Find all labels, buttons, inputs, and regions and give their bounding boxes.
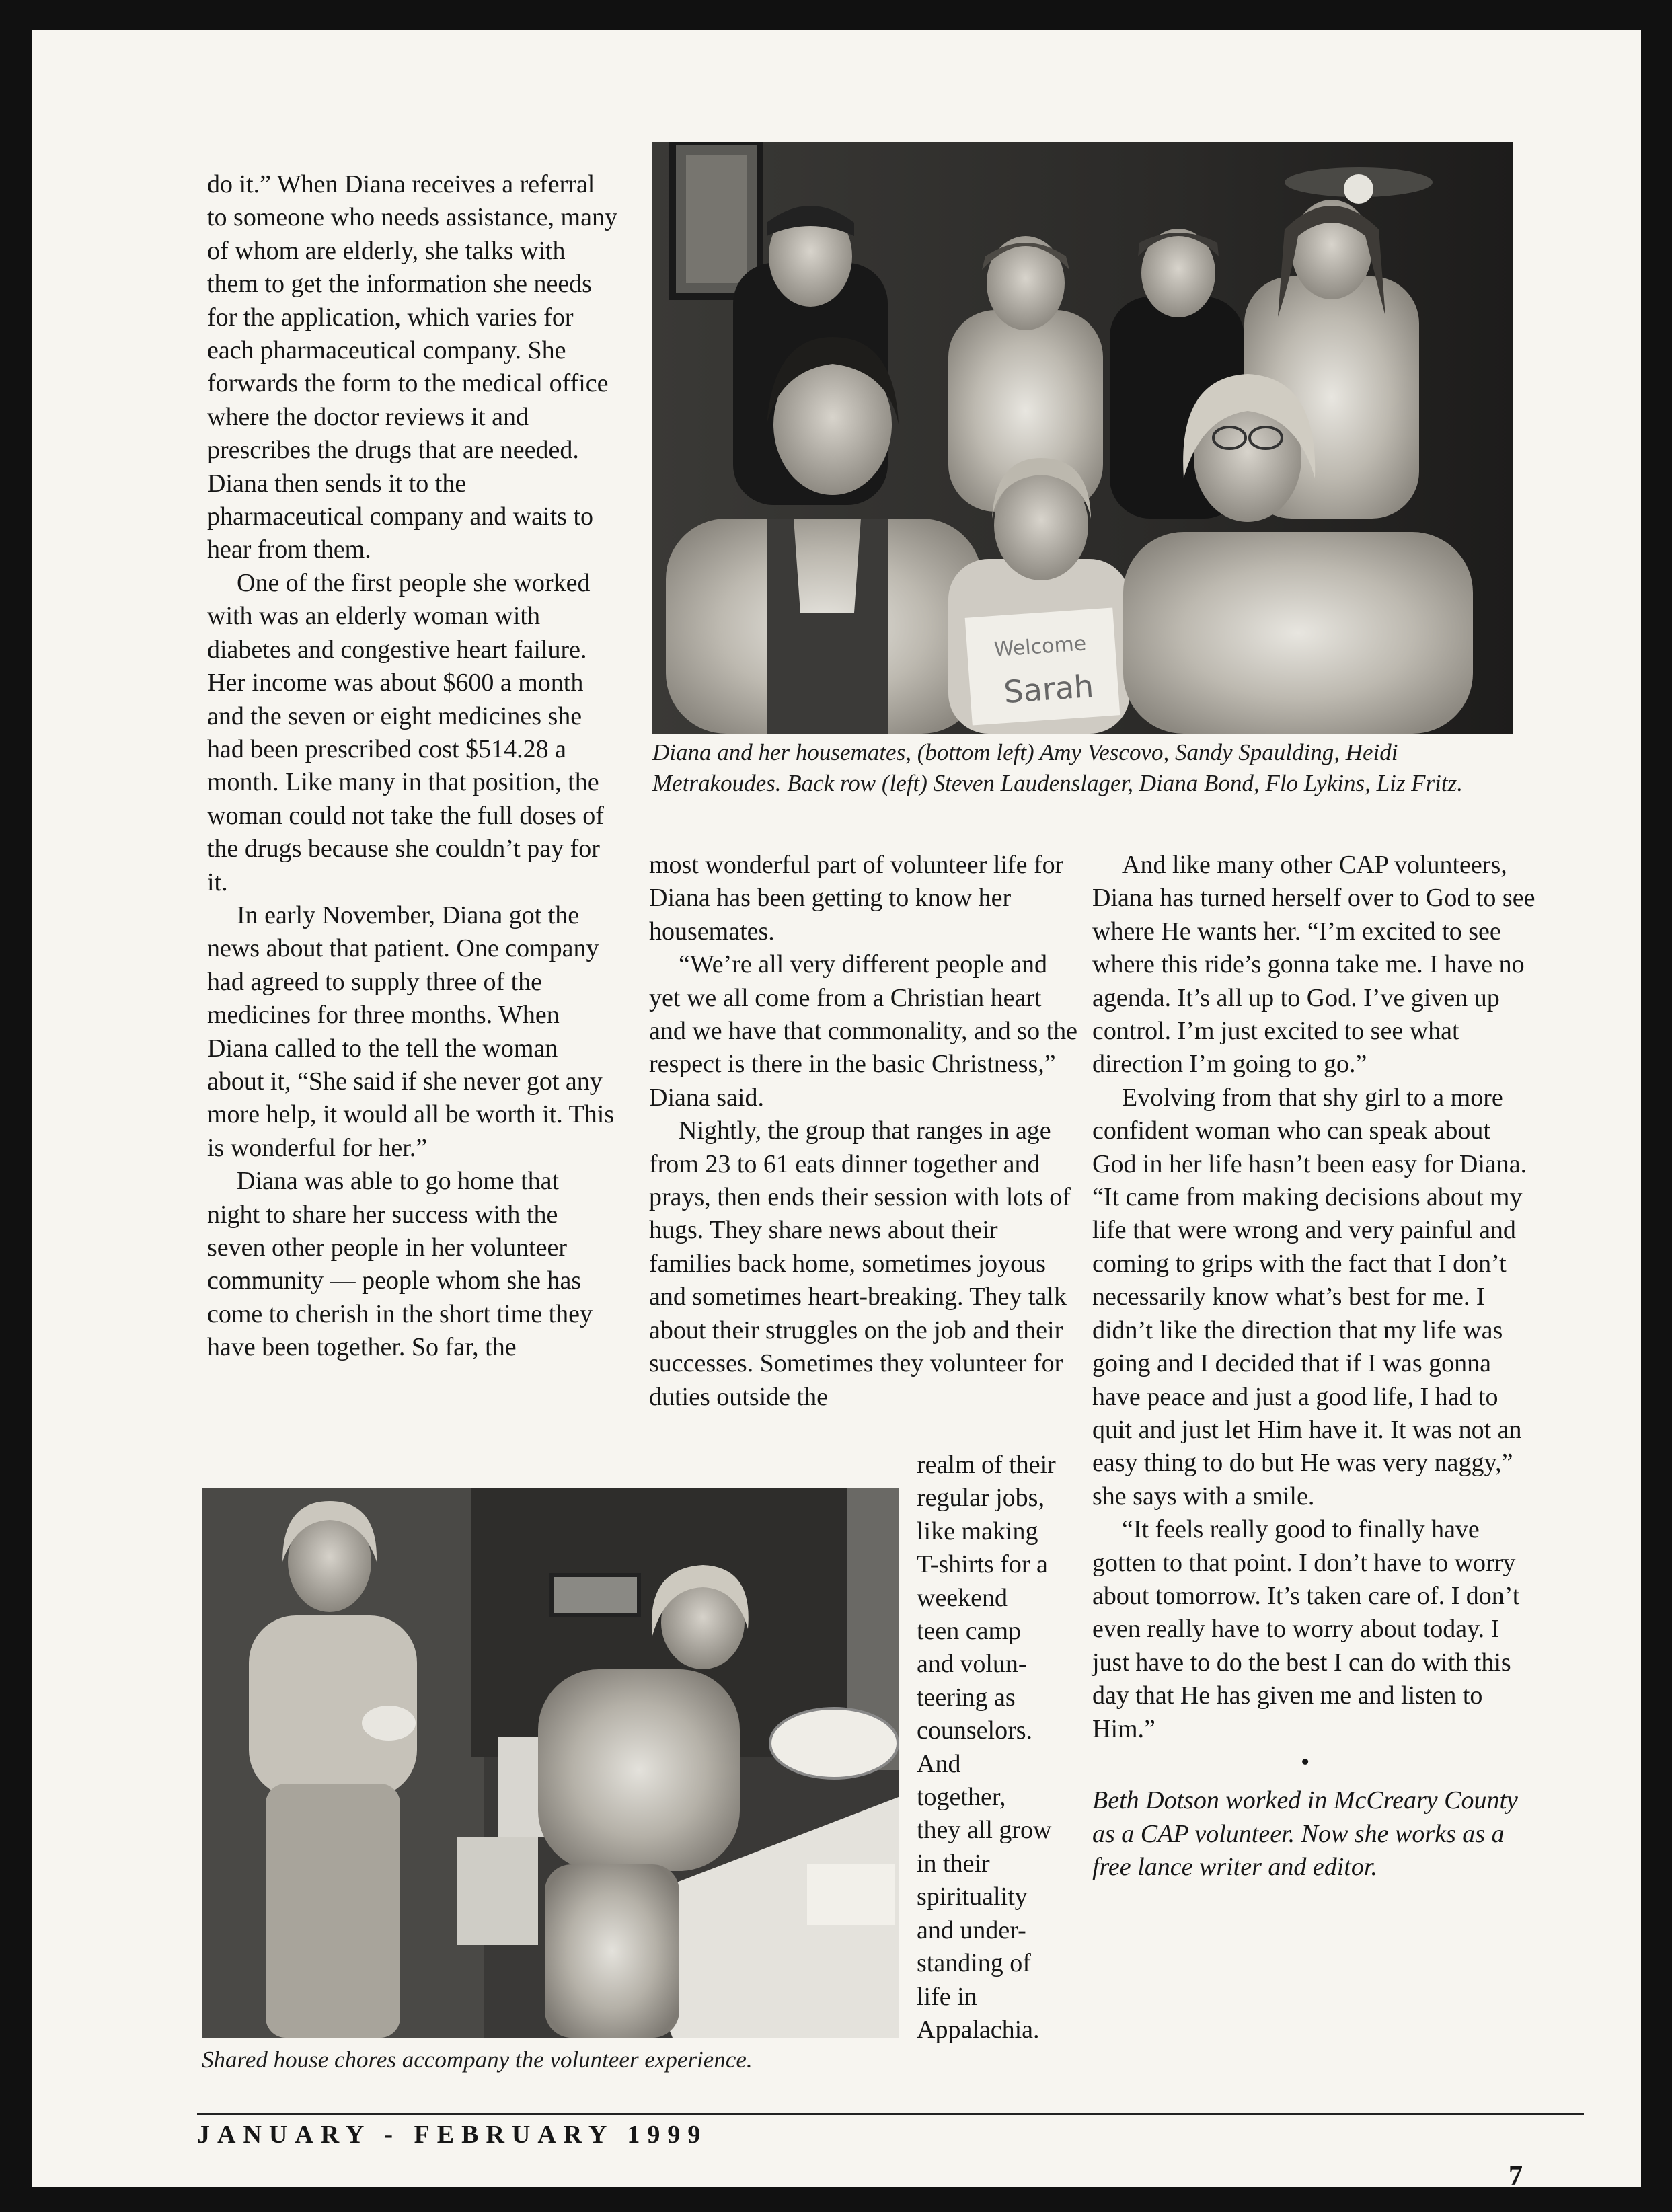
welcome-sign-line1: Welcome (993, 632, 1088, 662)
line: teering as (917, 1683, 1016, 1712)
footer-rule (197, 2113, 1584, 2115)
top-photo-caption: Diana and her housemates, (bottom left) Amy Vescovo, Sandy Spaulding, Heidi Metrakoudes. Back row (left) Steven Laudenslager, Diana Bond, Flo Lykins, Liz Fritz. (652, 739, 1464, 796)
line: T-shirts for a (917, 1550, 1048, 1579)
paragraph: most wonderful part of volunteer life for Diana has been getting to know her housemates. (649, 851, 1064, 946)
paragraph: One of the first people she worked with was an elderly woman with diabetes and congestive heart failure. Her income was about $600 a month and the seven or eight medicines she had been prescribed cost $514.28 a month. Like many in that position, the woman could not take the full doses of the drugs because she couldn’t pay for it. (207, 568, 604, 897)
line: regular jobs, (917, 1484, 1044, 1513)
article-column-2 (649, 849, 1081, 1414)
issue-date: JANUARY - FEBRUARY 1999 (197, 2121, 708, 2149)
line: spirituality (917, 1882, 1028, 1911)
line: teen camp (917, 1617, 1022, 1646)
line: And (917, 1749, 961, 1778)
paragraph: Diana was able to go home that night to share her success with the seven other people in her volunteer community — people whom she has come to cherish in the short time they have been together. So far, the (207, 1167, 593, 1362)
bottom-photo-caption: Shared house chores accompany the volunteer experience. (202, 2047, 753, 2073)
house-chores-photo (202, 1488, 899, 2038)
page-number: 7 (1509, 2161, 1523, 2187)
welcome-sign-line2: Sarah (1002, 667, 1095, 711)
line: standing of (917, 1949, 1031, 1978)
magazine-page (32, 30, 1641, 2187)
line: and volun- (917, 1650, 1027, 1679)
line: Appalachia. (917, 2015, 1040, 2044)
line: life in (917, 1982, 977, 2011)
line: together, (917, 1783, 1006, 1812)
author-byline: Beth Dotson worked in McCreary County as a CAP volunteer. Now she works as a free lance writer and editor. (1092, 1786, 1518, 1882)
paragraph: Evolving from that shy girl to a more confident woman who can speak about God in her life hasn’t been easy for Diana. “It came from making decisions about my life that were wrong and very painful and coming to grips with the fact that I don’t necessarily know what’s best for me. I didn’t like the direction that my life was going and I decided that if I was gonna have peace and just a good life, I had to quit and just let Him have it. It was not an easy thing to do but He was very naggy,” she says with a smile. (1092, 1083, 1527, 1511)
paragraph: “It feels really good to finally have gotten to that point. I don’t have to worry about tomorrow. It’s taken care of. I don’t even really have to worry about today. I just have to do the best I can do with this day that He has given me and listen to Him.” (1092, 1515, 1520, 1743)
paragraph: do it.” When Diana receives a referral to someone who needs assistance, many of whom are elderly, she talks with them to get the information she needs for the application, which varies for each pharmaceutical company. She forwards the form to the medical office where the doctor reviews it and prescribes the drugs that are needed. Diana then sends it to the pharmaceutical company and waits to hear from them. (207, 170, 617, 564)
paragraph: In early November, Diana got the news about that patient. One company had agreed to supply three of the medicines for three months. When Diana called to the tell the woman about it, “She said if she never got any more help, it would all be worth it. This is wonderful for her.” (207, 901, 615, 1162)
section-separator: • (1301, 1747, 1310, 1776)
line: they all grow (917, 1816, 1052, 1845)
line: in their (917, 1849, 990, 1878)
article-column-3 (1092, 849, 1536, 1884)
article-column-1 (207, 168, 617, 1365)
paragraph: “We’re all very different people and yet we all come from a Christian heart and we have that commonality, and so the respect is there in the basic Christness,” Diana said. (649, 950, 1078, 1112)
line: realm of their (917, 1451, 1056, 1479)
article-column-2-wrap (917, 1449, 1092, 2047)
line: and under- (917, 1915, 1026, 1944)
line: like making (917, 1517, 1038, 1546)
line: weekend (917, 1583, 1008, 1612)
paragraph: Nightly, the group that ranges in age from 23 to 61 eats dinner together and prays, then ends their session with lots of hugs. They share news about their families back home, sometimes joyous and sometimes heart-breaking. They talk about their struggles on the job and their successes. Sometimes they volunteer for duties outside the (649, 1116, 1071, 1411)
line: counselors. (917, 1716, 1033, 1745)
paragraph: And like many other CAP volunteers, Diana has turned herself over to God to see where He wants her. “I’m excited to see where this ride’s gonna take me. I have no agenda. It’s all up to God. I’ve given up control. I’m just excited to see what direction I’m going to go.” (1092, 851, 1535, 1079)
housemates-group-photo (652, 142, 1513, 734)
